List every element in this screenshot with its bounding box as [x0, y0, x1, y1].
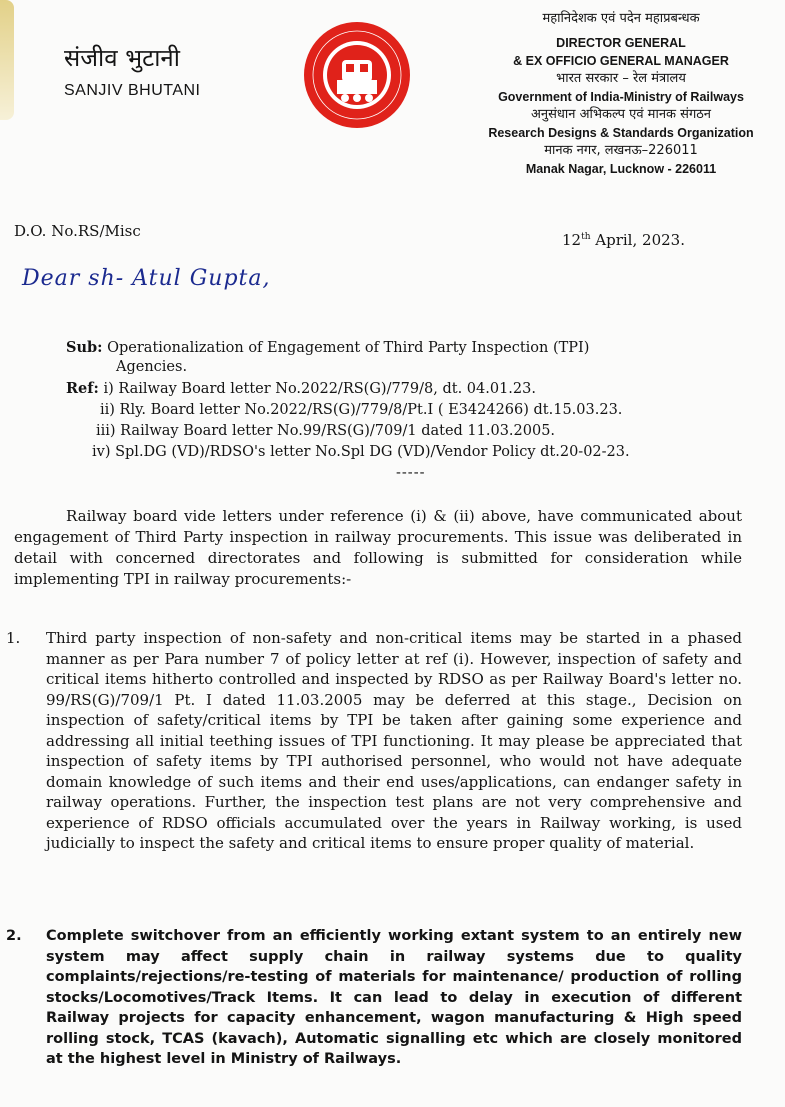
reference-item: ii) Rly. Board letter No.2022/RS(G)/779/8/Pt.I ( E3424266) dt.15.03.23. [100, 402, 623, 418]
letter-date [562, 231, 685, 249]
sender-name-hindi: संजीव भुटानी [64, 44, 180, 72]
government-hindi: भारत सरकार – रेल मंत्रालय [556, 71, 686, 86]
paper-stain [0, 0, 14, 120]
reference-item: iv) Spl.DG (VD)/RDSO's letter No.Spl DG (VD)/Vendor Policy dt.20-02-23. [92, 444, 630, 460]
date-suffix: th [581, 232, 591, 242]
office-block [466, 10, 776, 178]
sender-name-english: SANJIV BHUTANI [64, 82, 201, 99]
address-hindi: मानक नगर, लखनऊ–226011 [544, 143, 698, 158]
item-number: 1. [6, 629, 21, 647]
sender-block [64, 44, 201, 100]
reference-item: i) Railway Board letter No.2022/RS(G)/779/8, dt. 04.01.23. [103, 381, 536, 397]
designation-line-2: & EX OFFICIO GENERAL MANAGER [513, 54, 729, 68]
subject-block [66, 338, 716, 377]
designation-line-1: DIRECTOR GENERAL [556, 36, 686, 50]
subject-label: Sub: [66, 339, 103, 356]
separator: ----- [396, 465, 426, 481]
subject-text: Operationalization of Engagement of Third Party Inspection (TPI) [107, 340, 590, 356]
address-english: Manak Nagar, Lucknow - 226011 [525, 162, 717, 176]
indian-railways-logo [302, 20, 412, 130]
list-item [6, 628, 742, 854]
reference-item: iii) Railway Board letter No.99/RS(G)/709/1 dated 11.03.2005. [96, 423, 556, 439]
references-block [66, 378, 756, 484]
date-rest: April, 2023. [590, 231, 685, 249]
organization-english: Research Designs & Standards Organization [488, 126, 754, 140]
intro-paragraph: Railway board vide letters under reference (i) & (ii) above, have communicated about engagement of Third Party inspection in railway procurements. This issue was deliberated in detail with concerned directorates and following is submitted for consideration while implementing TPI in railway procurements:- [14, 507, 742, 588]
item-number: 2. [6, 928, 22, 944]
organization-hindi: अनुसंधान अभिकल्प एवं मानक संगठन [530, 107, 712, 122]
item-text: Third party inspection of non-safety and non-critical items may be started in a phased manner as per Para number 7 of policy letter at ref (i). However, inspection of safety and critical items hitherto controlled and inspected by RDSO as per Railway Board's letter no. 99/RS(G)/709/1 Pt. I dated 11.03.2005 may be deferred at this stage., Decision on inspection of safety/critical items by TPI be taken after gaining some experience and addressing all initial teething issues of TPI functioning. It may please be appreciated that inspection of safety items by TPI authorised personnel, who would not have adequate domain knowledge of such items and their end uses/applications, can endanger safety in railway operations. Further, the inspection test plans are not very comprehensive and experience of RDSO officials accumulated over the years in Railway working, is used judicially to inspect the safety and critical items to ensure proper quality of material. [46, 629, 742, 852]
designation-hindi: महानिदेशक एवं पदेन महाप्रबन्धक [542, 11, 700, 26]
handwritten-salutation: Dear sh- Atul Gupta, [22, 266, 271, 291]
subject-continuation: Agencies. [116, 359, 188, 375]
date-day: 12 [562, 231, 582, 249]
government-english: Government of India-Ministry of Railways [498, 90, 744, 104]
ref-label: Ref: [66, 380, 99, 397]
do-number: D.O. No.RS/Misc [14, 222, 141, 240]
list-item [6, 926, 742, 1070]
item-text: Complete switchover from an efficiently working extant system to an entirely new system may affect supply chain in railway systems due to quality complaints/rejections/re-testing of materials for maintenance/ production of rolling stocks/Locomotives/Track Items. It can lead to delay in execution of different Railway projects for capacity enhancement, wagon manufacturing & High speed rolling stock, TCAS (kavach), Automatic signalling etc which are closely monitored at the highest level in Ministry of Railways. [46, 928, 742, 1067]
